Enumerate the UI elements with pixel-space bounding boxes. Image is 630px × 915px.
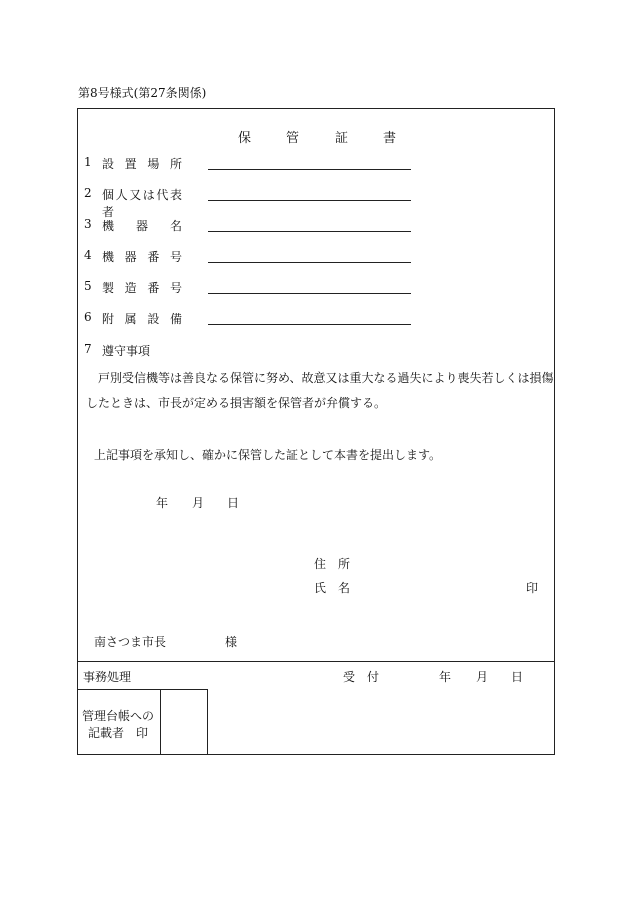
device-name-input[interactable]	[208, 231, 411, 232]
ledger-box-top	[78, 689, 207, 690]
office-divider	[78, 661, 554, 662]
declaration-text: 上記事項を承知し、確かに保管した証として本書を提出します。	[94, 448, 442, 462]
seal-mark: 印	[526, 581, 539, 595]
field-serial-number: 5 製造番号	[84, 279, 414, 297]
representative-input[interactable]	[208, 200, 411, 201]
accessories-input[interactable]	[208, 324, 411, 325]
field-device-number: 4 機器番号	[84, 248, 414, 266]
received-label: 受 付	[343, 670, 380, 684]
title-char-4: 書	[383, 131, 397, 146]
device-number-input[interactable]	[208, 262, 411, 263]
honorific: 様	[225, 635, 238, 649]
addressee: 南さつま市長	[94, 635, 167, 649]
serial-number-input[interactable]	[208, 293, 411, 294]
ledger-seal-box[interactable]	[162, 691, 206, 753]
date-day: 日	[227, 496, 240, 510]
ledger-label-line-1: 管理台帳への	[82, 709, 155, 723]
received-year: 年	[439, 670, 452, 684]
compliance-label: 遵守事項	[102, 344, 151, 358]
date-year: 年	[156, 496, 169, 510]
received-day: 日	[511, 670, 524, 684]
received-month: 月	[476, 670, 489, 684]
compliance-text-line-2: したときは、市長が定める損害額を保管者が弁償する。	[86, 396, 387, 410]
date-month: 月	[192, 496, 205, 510]
field-representative: 2 個人又は代表者	[84, 186, 414, 204]
title-char-1: 保	[238, 131, 252, 146]
title-char-2: 管	[286, 131, 300, 146]
name-label: 氏 名	[314, 581, 351, 595]
office-label: 事務処理	[83, 670, 132, 684]
address-label: 住 所	[314, 557, 351, 571]
compliance-number: 7	[84, 342, 92, 356]
form-number: 第8号様式(第27条関係)	[78, 86, 207, 100]
installation-location-input[interactable]	[208, 169, 411, 170]
field-accessories: 6 附属設備	[84, 310, 414, 328]
compliance-text-line-1: 戸別受信機等は善良なる保管に努め、故意又は重大なる過失により喪失若しくは損傷	[86, 371, 554, 385]
title-char-3: 証	[335, 131, 349, 146]
field-installation-location: 1 設置場所	[84, 155, 414, 173]
ledger-label-line-2: 記載者 印	[88, 726, 149, 740]
certificate-frame	[77, 108, 555, 755]
ledger-box-divider	[160, 689, 161, 755]
ledger-box-right	[207, 689, 208, 755]
field-device-name: 3 機器名	[84, 217, 414, 235]
